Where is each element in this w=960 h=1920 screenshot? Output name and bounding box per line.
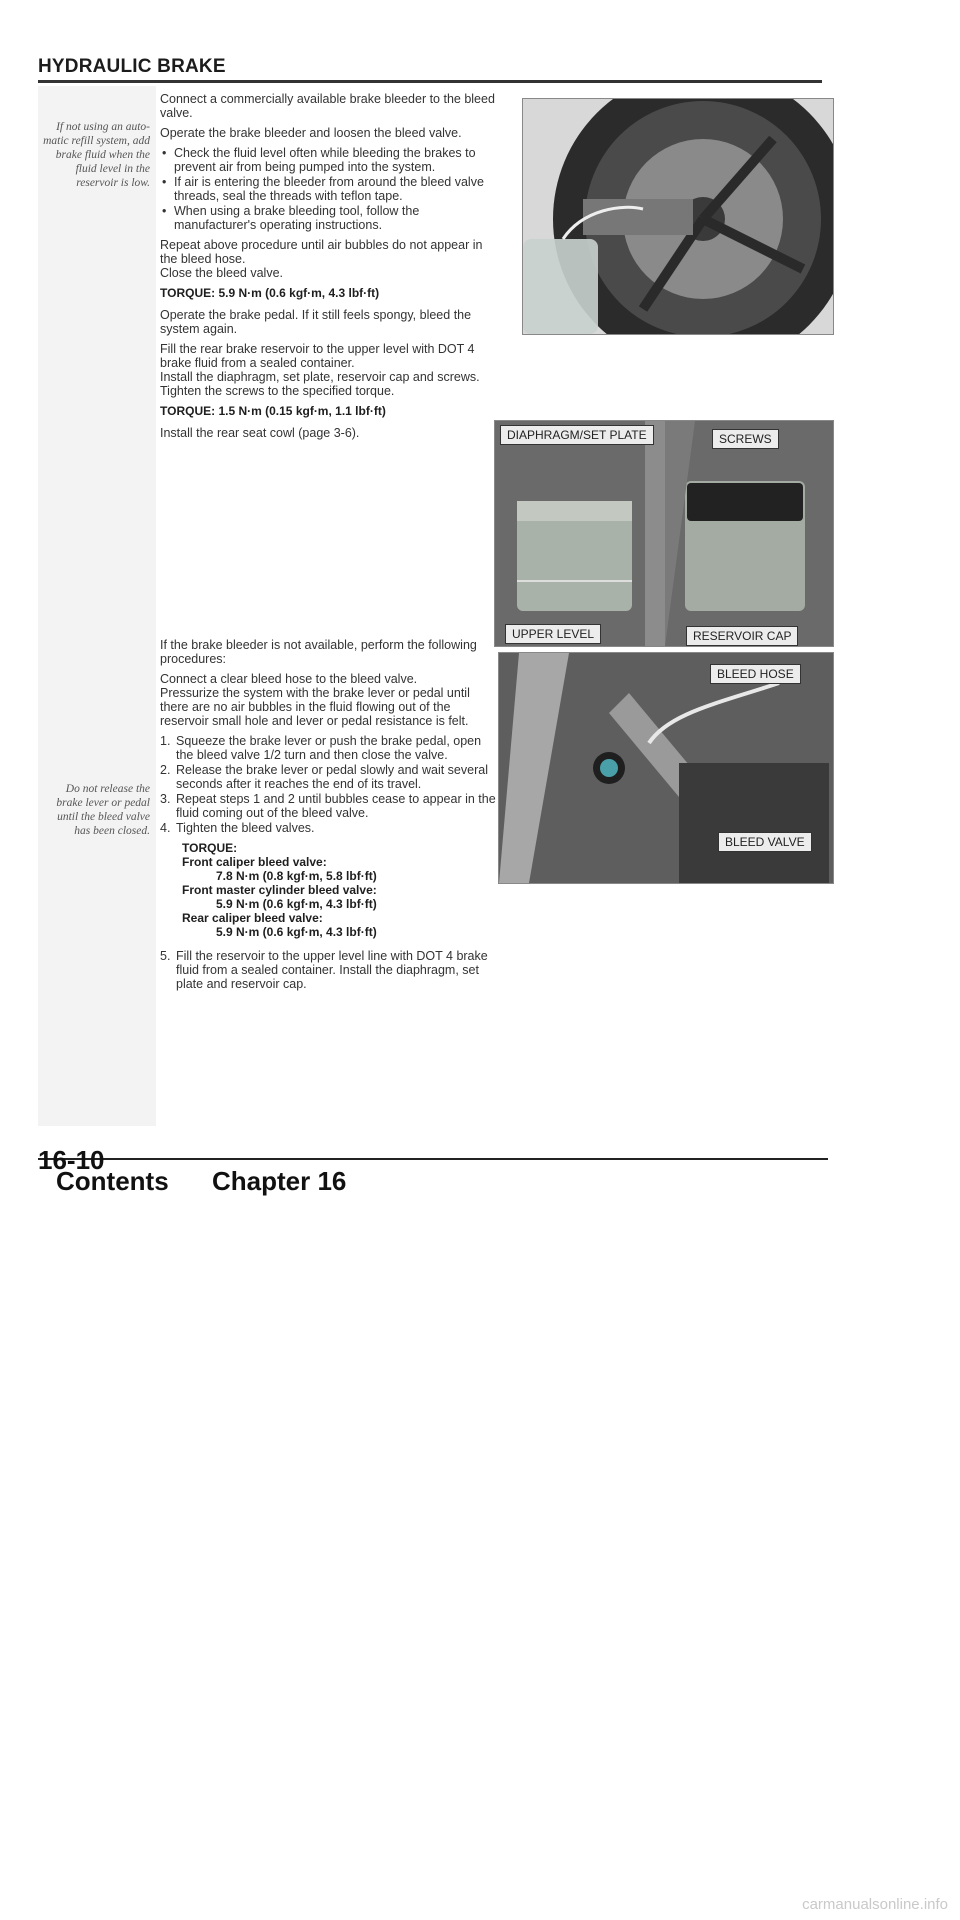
footer-rule (38, 1158, 828, 1160)
list-item: • When using a brake bleeding tool, follow the manufacturer's operating instructions. (160, 204, 500, 232)
steps-list (160, 949, 500, 991)
paragraph: Install the rear seat cowl (page 3-6). (160, 426, 360, 440)
steps-list (160, 734, 500, 835)
contents-link[interactable]: Contents (56, 1166, 169, 1196)
paragraph: Pressurize the system with the brake lever or pedal until there are no air bubbles in the fluid flowing out of the reservoir small hole and lever or pedal resistance is felt. (160, 686, 470, 728)
callout-upper-level: UPPER LEVEL (505, 624, 601, 644)
section-bleeder-procedure (160, 92, 500, 446)
callout-reservoir-cap: RESERVOIR CAP (686, 626, 798, 646)
list-item: 2. Release the brake lever or pedal slowly and wait several seconds after it reaches the end of its travel. (160, 763, 488, 791)
list-item: 1. Squeeze the brake lever or push the brake pedal, open the bleed valve 1/2 turn and then close the valve. (160, 734, 482, 762)
paragraph: Fill the rear brake reservoir to the upper level with DOT 4 brake fluid from a sealed container. (160, 342, 475, 370)
callout-bleed-valve: BLEED VALVE (718, 832, 812, 852)
chapter-link[interactable]: Chapter 16 (212, 1166, 347, 1196)
watermark: carmanualsonline.info (802, 1896, 948, 1913)
callout-bleed-hose: BLEED HOSE (710, 664, 801, 684)
torque-item-value: 5.9 N·m (0.6 kgf·m, 4.3 lbf·ft) (216, 925, 377, 939)
callout-screws: SCREWS (712, 429, 779, 449)
paragraph: Close the bleed valve. (160, 266, 283, 280)
list-item: 4. Tighten the bleed valves. (160, 821, 315, 835)
paragraph: Operate the brake bleeder and loosen the bleed valve. (160, 126, 462, 140)
paragraph: Install the diaphragm, set plate, reservoir cap and screws. (160, 370, 480, 384)
paragraph: Operate the brake pedal. If it still feels spongy, bleed the system again. (160, 308, 472, 336)
margin-note-auto-refill: If not using an auto-matic refill system, add brake fluid when the fluid level in the reservoir is low. (43, 121, 150, 189)
torque-item-label: Front caliper bleed valve: (182, 855, 327, 869)
header-rule (38, 80, 822, 83)
torque-spec: TORQUE: 1.5 N·m (0.15 kgf·m, 1.1 lbf·ft) (160, 404, 386, 418)
notes-list (160, 146, 500, 232)
paragraph: Connect a clear bleed hose to the bleed valve. (160, 672, 418, 686)
reservoir-image (495, 421, 833, 646)
torque-label: TORQUE: (182, 841, 238, 855)
list-item: • Check the fluid level often while bleeding the brakes to prevent air from being pumped into the system. (160, 146, 500, 174)
paragraph: Tighten the screws to the specified torque. (160, 384, 395, 398)
photo-rear-reservoir (494, 420, 834, 647)
torque-item-value: 7.8 N·m (0.8 kgf·m, 5.8 lbf·ft) (216, 869, 377, 883)
paragraph: Repeat above procedure until air bubbles do not appear in the bleed hose. (160, 238, 483, 266)
list-item: 5. Fill the reservoir to the upper level line with DOT 4 brake fluid from a sealed container. Install the diaphragm, set plate and reservoir cap. (160, 949, 488, 991)
torque-item-label: Front master cylinder bleed valve: (182, 883, 377, 897)
torque-spec-block (182, 841, 500, 939)
callout-diaphragm-set-plate: DIAPHRAGM/SET PLATE (500, 425, 654, 445)
page-header-title: HYDRAULIC BRAKE (38, 56, 226, 77)
paragraph: Connect a commercially available brake bleeder to the bleed valve. (160, 92, 495, 120)
paragraph: If the brake bleeder is not available, perform the following procedures: (160, 638, 477, 666)
margin-note-do-not-release: Do not release the brake lever or pedal until the bleed valve has been closed. (56, 783, 150, 837)
torque-spec: TORQUE: 5.9 N·m (0.6 kgf·m, 4.3 lbf·ft) (160, 286, 380, 300)
list-item: • If air is entering the bleeder from around the bleed valve threads, seal the threads with teflon tape. (160, 175, 500, 203)
torque-item-label: Rear caliper bleed valve: (182, 911, 323, 925)
rear-wheel-image (523, 99, 833, 334)
page-number: 16-10 (38, 1145, 105, 1175)
photo-rear-wheel-bleeder (522, 98, 834, 335)
list-item: 3. Repeat steps 1 and 2 until bubbles cease to appear in the fluid coming out of the bleed valve. (160, 792, 496, 820)
margin-column (38, 86, 156, 1126)
torque-item-value: 5.9 N·m (0.6 kgf·m, 4.3 lbf·ft) (216, 897, 377, 911)
section-manual-bleeding (160, 638, 500, 997)
